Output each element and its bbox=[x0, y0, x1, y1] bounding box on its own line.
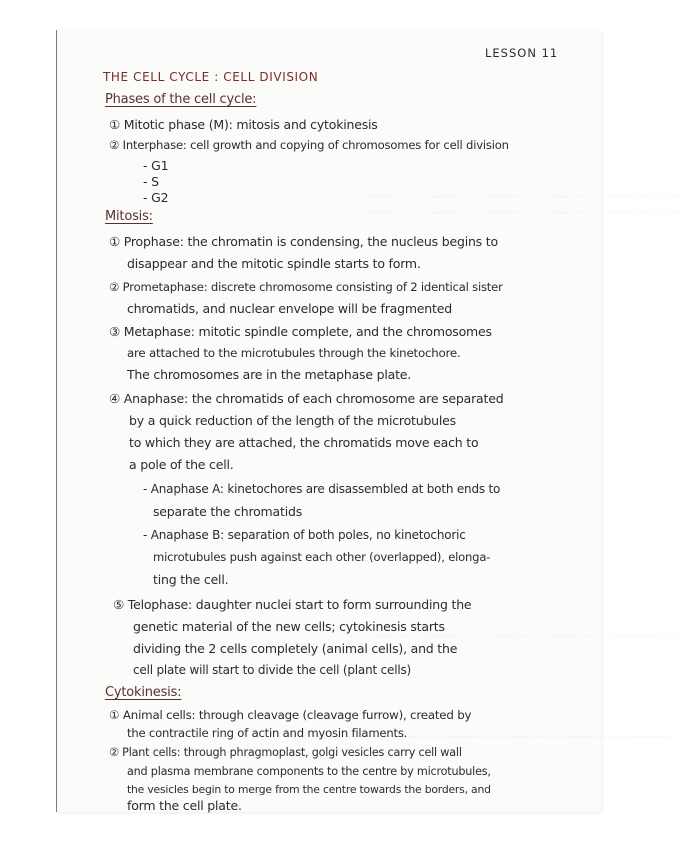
phase-item: ① Mitotic phase (M): mitosis and cytokinesis bbox=[109, 117, 378, 132]
phase-subitem: - G1 bbox=[143, 158, 169, 173]
mitosis-line: ① Prophase: the chromatin is condensing, the nucleus begins to bbox=[109, 234, 498, 249]
cytokinesis-line: form the cell plate. bbox=[127, 798, 242, 813]
mitosis-line: cell plate will start to divide the cell (plant cells) bbox=[133, 663, 411, 677]
bleed-through: ~~~~~~~~~~~~~~~~~~~~~~~~~~~~~~~~~~~ bbox=[357, 190, 680, 203]
cytokinesis-heading: Cytokinesis: bbox=[105, 685, 182, 700]
mitosis-line: dividing the 2 cells completely (animal cells), and the bbox=[133, 641, 458, 656]
mitosis-line: a pole of the cell. bbox=[129, 457, 234, 472]
mitosis-line: - Anaphase A: kinetochores are disassembled at both ends to bbox=[143, 482, 501, 496]
cytokinesis-line: ① Animal cells: through cleavage (cleavage furrow), created by bbox=[109, 708, 472, 722]
bleed-through: ~~~~~~~~~~~~~~~~~~~~~~~~~~~~~~~~~~~~ bbox=[347, 630, 679, 643]
bleed-through: ~~~~~~~~~~~~~~~~~~~~~~~~~~~~~~~~~~~~~~~ bbox=[317, 730, 677, 743]
mitosis-line: microtubules push against each other (overlapped), elonga- bbox=[153, 550, 491, 564]
mitosis-line: The chromosomes are in the metaphase plate. bbox=[127, 367, 412, 382]
phase-subitem: - G2 bbox=[143, 190, 169, 205]
phase-item: ② Interphase: cell growth and copying of chromosomes for cell division bbox=[109, 138, 509, 152]
cytokinesis-line: the contractile ring of actin and myosin filaments. bbox=[127, 726, 408, 740]
notebook-page bbox=[56, 30, 680, 813]
page-title: THE CELL CYCLE : CELL DIVISION bbox=[103, 70, 319, 84]
cytokinesis-line: and plasma membrane components to the centre by microtubules, bbox=[127, 765, 491, 778]
bleed-through: ~~~~~~~~~~~~~~~~~~~~~~~~~~~~~~~~~~~ bbox=[357, 206, 680, 219]
mitosis-line: ② Prometaphase: discrete chromosome consisting of 2 identical sister bbox=[109, 280, 503, 294]
mitosis-line: are attached to the microtubules through the kinetochore. bbox=[127, 346, 461, 360]
phases-heading: Phases of the cell cycle: bbox=[105, 92, 257, 107]
mitosis-line: ting the cell. bbox=[153, 572, 229, 587]
cytokinesis-line: ② Plant cells: through phragmoplast, golgi vesicles carry cell wall bbox=[109, 746, 462, 759]
mitosis-line: chromatids, and nuclear envelope will be fragmented bbox=[127, 301, 452, 316]
mitosis-line: disappear and the mitotic spindle starts to form. bbox=[127, 256, 421, 271]
phase-subitem: - S bbox=[143, 174, 159, 189]
mitosis-line: by a quick reduction of the length of the microtubules bbox=[129, 413, 456, 428]
mitosis-line: separate the chromatids bbox=[153, 504, 303, 519]
cytokinesis-line: the vesicles begin to merge from the centre towards the borders, and bbox=[127, 783, 491, 796]
mitosis-line: genetic material of the new cells; cytokinesis starts bbox=[133, 619, 445, 634]
mitosis-line: ④ Anaphase: the chromatids of each chromosome are separated bbox=[109, 391, 504, 406]
lesson-number: LESSON 11 bbox=[485, 46, 559, 60]
mitosis-line: ③ Metaphase: mitotic spindle complete, and the chromosomes bbox=[109, 324, 492, 339]
mitosis-line: to which they are attached, the chromatids move each to bbox=[129, 435, 479, 450]
mitosis-heading: Mitosis: bbox=[105, 209, 153, 224]
mitosis-line: ⑤ Telophase: daughter nuclei start to form surrounding the bbox=[113, 597, 472, 612]
mitosis-line: - Anaphase B: separation of both poles, no kinetochoric bbox=[143, 528, 466, 542]
